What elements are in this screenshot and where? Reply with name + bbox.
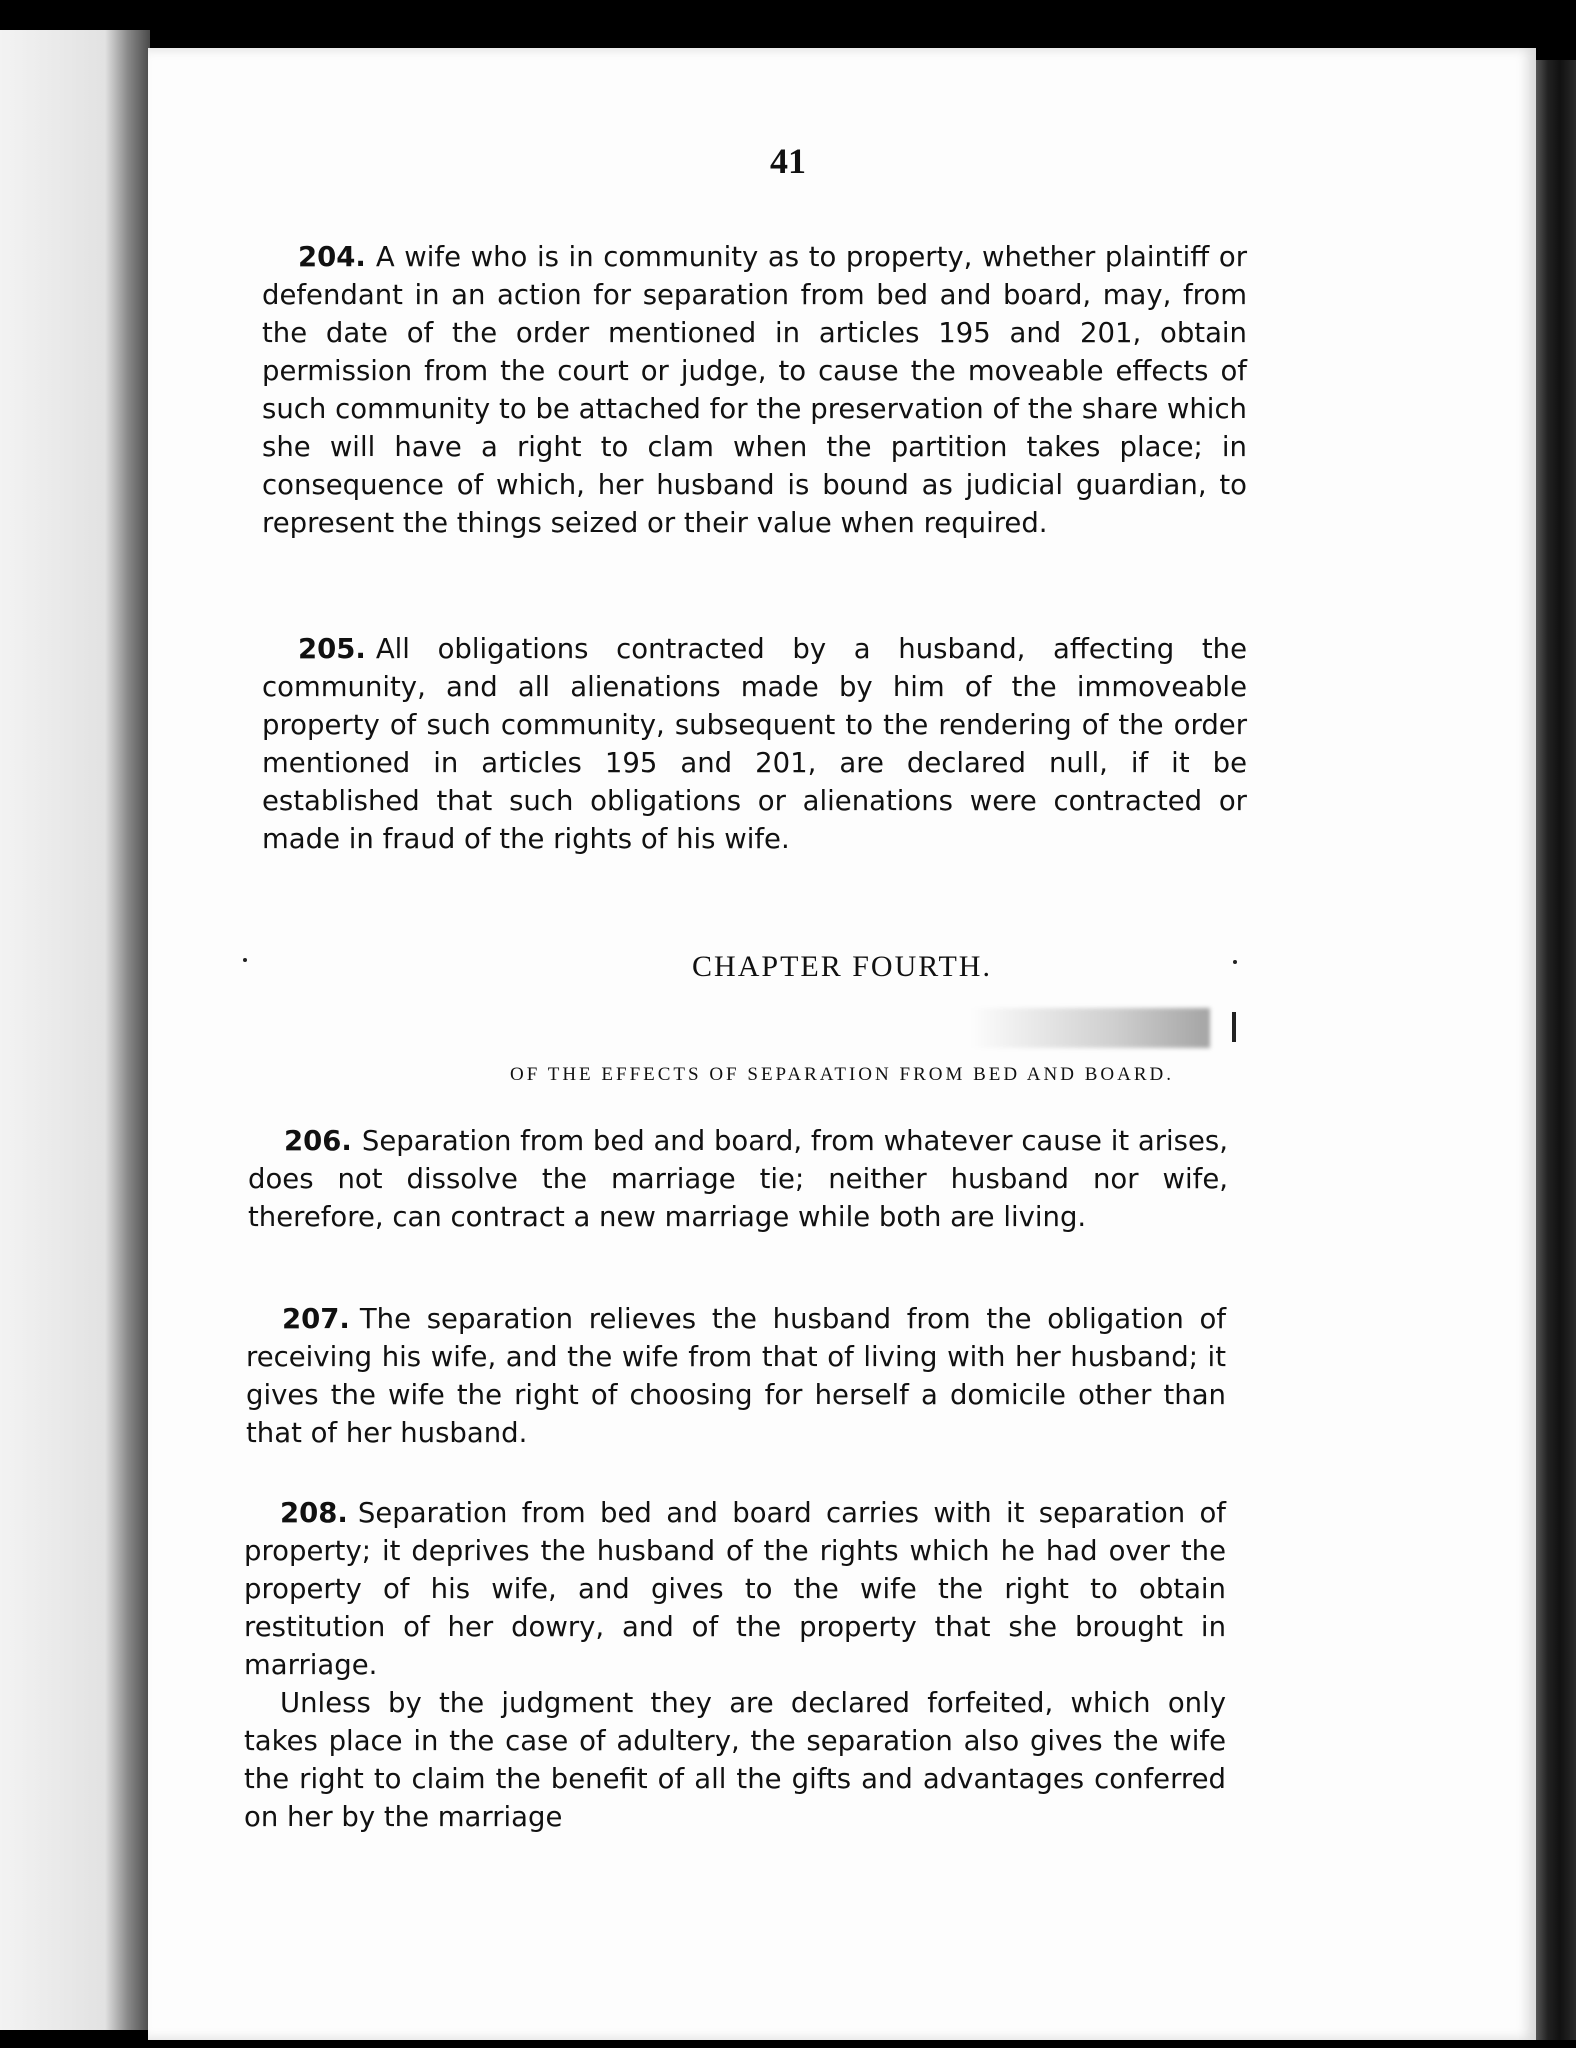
- left-page-edge: [0, 30, 150, 2030]
- chapter-subtitle: OF THE EFFECTS OF SEPARATION FROM BED AND BOARD.: [510, 1064, 1174, 1085]
- article-205: [262, 630, 1247, 858]
- article-number: 206.: [284, 1125, 352, 1157]
- right-binding-edge: [1536, 60, 1576, 2040]
- article-number: 207.: [282, 1303, 350, 1335]
- article-204: [262, 238, 1247, 542]
- article-number: 205.: [298, 633, 366, 665]
- article-text: Separation from bed and board, from whatever cause it arises, does not dissolve the marriage tie; neither husband nor wife, therefore, can contract a new marriage while both are living.: [248, 1125, 1228, 1233]
- article-207: [246, 1300, 1226, 1452]
- print-mark: [1232, 1012, 1236, 1042]
- article-208: [244, 1494, 1226, 1836]
- article-number: 204.: [298, 241, 366, 273]
- article-number: 208.: [280, 1497, 348, 1529]
- article-continuation: Unless by the judgment they are declared forfeited, which only takes place in the case of adultery, the separation also gives the wife the right to claim the benefit of all the gifts and advantages conferred on her by the marriage: [244, 1687, 1226, 1833]
- article-text: A wife who is in community as to property, whether plaintiff or defendant in an action for separation from bed and board, may, from the date of the order mentioned in articles 195 and 201, obtain permission from the court or judge, to cause the moveable effects of such community to be attached for the preservation of the share which she will have a right to clam when the partition takes place; in consequence of which, her husband is bound as judicial guardian, to represent the things seized or their value when required.: [262, 241, 1247, 539]
- print-smudge: [970, 1008, 1210, 1048]
- article-206: [248, 1122, 1228, 1236]
- article-text: Separation from bed and board carries with it separation of property; it deprives the husband of the rights which he had over the property of his wife, and gives to the wife the right to obtain restitution of her dowry, and of the property that she brought in marriage.: [244, 1497, 1226, 1681]
- chapter-title: CHAPTER FOURTH.: [692, 950, 992, 983]
- page-number: 41: [770, 141, 806, 181]
- article-text: All obligations contracted by a husband, affecting the community, and all alienations made by him of the immoveable property of such community, subsequent to the rendering of the order mentioned in articles 195 and 201, are declared null, if it be established that such obligations or alienations were contracted or made in fraud of the rights of his wife.: [262, 633, 1247, 855]
- article-text: The separation relieves the husband from the obligation of receiving his wife, and the wife from that of living with her husband; it gives the wife the right of choosing for herself a domicile other than that of her husband.: [246, 1303, 1226, 1449]
